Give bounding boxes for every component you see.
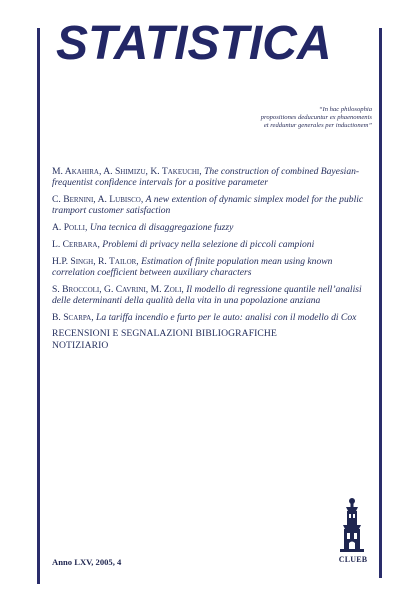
publisher-name: CLUEB xyxy=(338,555,368,564)
section-news: NOTIZIARIO xyxy=(52,339,109,351)
toc-entry xyxy=(52,222,370,233)
entry-authors: B. Scarpa, xyxy=(52,311,94,323)
entry-title: La tariffa incendio e furto per le auto: analisi con il modello di Cox xyxy=(96,311,357,323)
toc-entry xyxy=(52,194,370,216)
entry-authors: C. Bernini, A. Lubisco, xyxy=(52,194,144,205)
toc-entry xyxy=(52,284,370,306)
entry-title: Una tecnica di disaggregazione fuzzy xyxy=(89,222,234,233)
entry-authors: L. Cerbara, xyxy=(52,238,100,250)
entry-authors: S. Broccoli, G. Cavrini, M. Zoli, xyxy=(52,283,184,295)
toc-entry xyxy=(52,256,370,278)
right-border-rule xyxy=(379,28,382,578)
entry-title: Problemi di privacy nella selezione di piccoli campioni xyxy=(102,238,315,250)
toc-entry xyxy=(52,312,370,323)
entry-authors: M. Akahira, A. Shimizu, K. Takeuchi, xyxy=(52,166,202,177)
section-reviews: RECENSIONI E SEGNALAZIONI BIBLIOGRAFICHE xyxy=(52,328,277,340)
entry-title: Il modello di regressione quantile nell’analisi delle determinanti della qualità della vita in una popolazione anziana xyxy=(52,283,362,306)
entry-title: The construction of combined Bayesian-frequentist confidence intervals for a positive parameter xyxy=(52,166,360,189)
toc-entry xyxy=(52,166,370,188)
motto-line: propositiones deducuntur ex phaenomenis xyxy=(260,114,372,122)
entry-authors: H.P. Singh, R. Tailor, xyxy=(52,255,139,267)
issue-number: Anno LXV, 2005, 4 xyxy=(52,557,122,567)
journal-motto xyxy=(172,106,372,131)
entry-title: A new extention of dynamic simplex model for the public tramport customer satisfaction xyxy=(52,194,364,217)
motto-line: “In hac philosophia xyxy=(318,106,372,113)
entry-authors: A. Polli, xyxy=(52,222,88,233)
left-border-rule xyxy=(37,28,40,584)
motto-line: et redduntur generales per inductionem” xyxy=(263,122,372,130)
toc-entry xyxy=(52,239,370,250)
entry-title: Estimation of finite population mean using known correlation coefficient between auxiliary characters xyxy=(52,255,333,278)
journal-title: STATISTICA xyxy=(56,17,332,70)
table-of-contents xyxy=(52,166,370,351)
